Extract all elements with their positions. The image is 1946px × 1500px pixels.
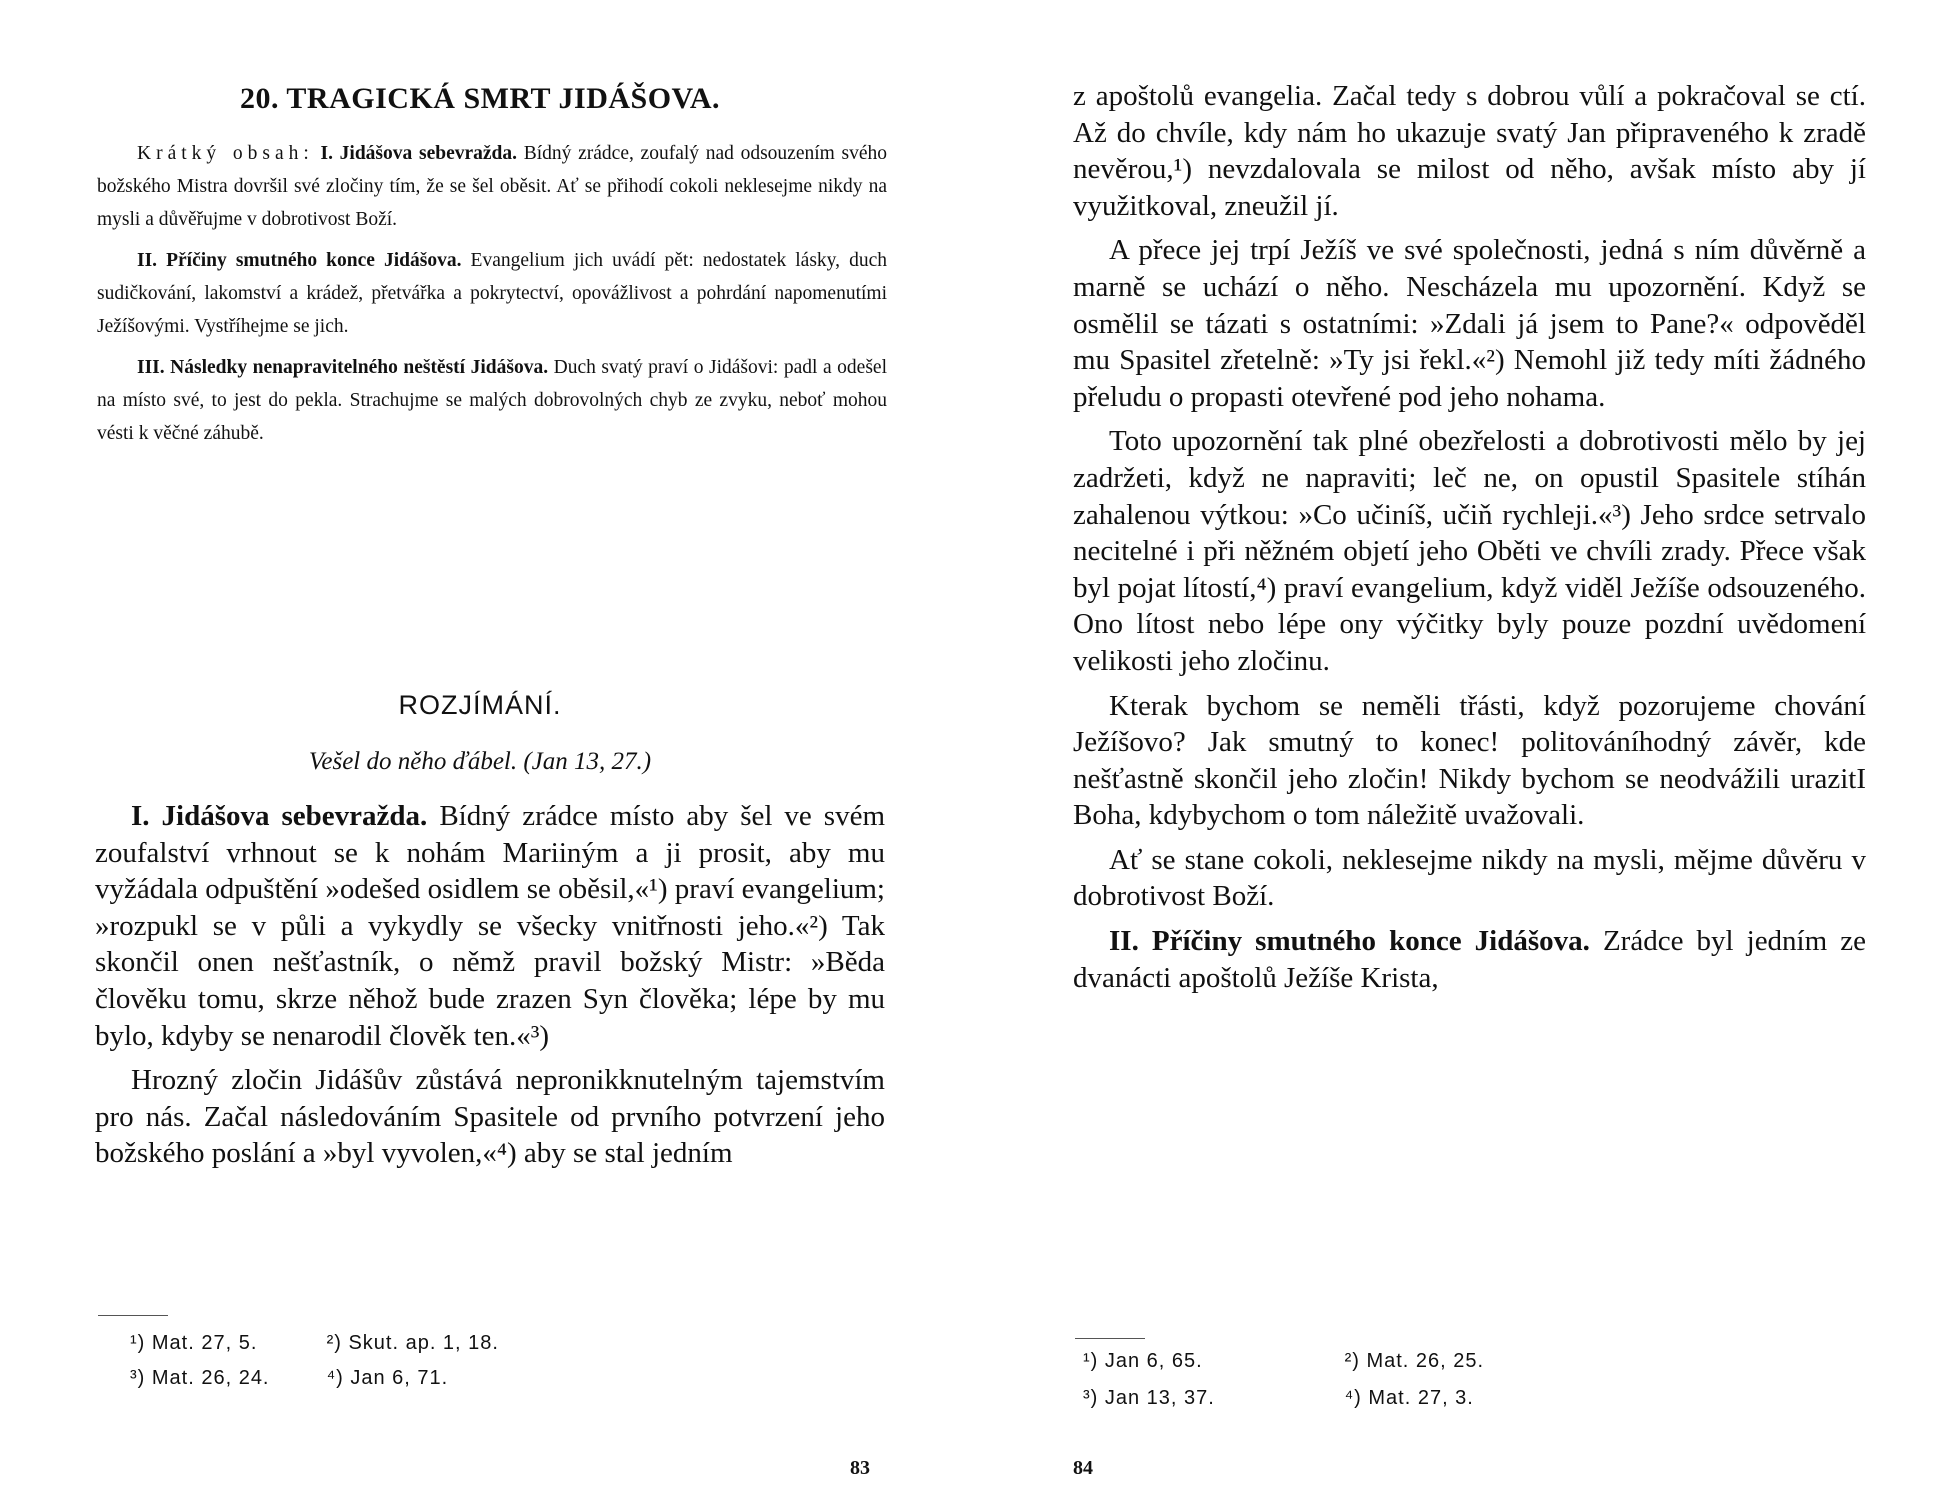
right-paragraph-4 [1073, 688, 1866, 834]
right-p2-text: A přece jej trpí Ježíš ve své společnosti, jedná s ním důvěrně a marně se uchází o něho. Nescházela mu upozornění. Když se osmělil se tázati s ostatními: »Zdali já jsem to Pane?« odpověděl mu Spasitel zřetelně: »Ty jsi řekl.«²) Nemohl již tedy míti žádného přeludu o propasti otevřené pod jeho nohama. [1073, 234, 1866, 413]
footnote-4: ⁴) Mat. 27, 3. [1344, 1387, 1474, 1409]
right-paragraph-1 [1073, 78, 1866, 224]
right-page [973, 0, 1946, 1500]
right-p5-text: Ať se stane cokoli, neklesejme nikdy na mysli, mějme důvěru v dobrotivost Boží. [1073, 843, 1866, 913]
right-p4-text: Kterak bychom se neměli třásti, když pozorujeme chování Ježíšovo? Jak smutný to konec! politováníhodný závěr, kde nešťastně skončil jeho zločin! Nikdy bychom se neodvážili urazitI Boha, kdybychom o tom náležitě uvažovali. [1073, 689, 1866, 832]
right-p3-text: Toto upozornění tak plné obezřelosti a dobrotivosti mělo by jej zadržeti, když ne napraviti; leč ne, on opustil Spasitele stíhán zahalenou výtkou: »Co učiníš, učiň rychleji.«³) Jeho srdce setrvalo necitelné i při něžném objetí jeho Oběti ve chvíli zrady. Přece však byl pojat lítostí,⁴) praví evangelium, když viděl Ježíše odsouzeného. Ono lítost nebo lépe ony výčitky byly pouze pozdní uvědomení velikosti jeho zločinu. [1073, 425, 1866, 677]
page-number: 83 [850, 1457, 870, 1479]
footnote-2: ²) Skut. ap. 1, 18. [326, 1332, 499, 1354]
footnotes-row-2 [1083, 1387, 1474, 1410]
left-p1-text: Bídný zrádce místo aby šel ve svém zoufalství vrhnout se k nohám Mariiným a ji prosit, aby mu vyžádala odpuštění »odešed osidlem se oběsil,«¹) praví evangelium; »rozpukl se v půli a vykydly se všecky vnitřnosti jeho.«²) Tak skončil onen nešťastník, o němž pravil božský Mistr: »Běda člověku tomu, skrze něhož bude zrazen Syn člověka; lépe by mu bylo, kdyby se nenarodil člověk ten.«³) [95, 800, 885, 1052]
footnotes-row-1 [1083, 1350, 1484, 1373]
right-p6-text: Zrádce byl jedním ze dvanácti apoštolů Ježíše Krista, [1073, 925, 1866, 994]
footnote-3: ³) Mat. 26, 24. [130, 1367, 270, 1389]
summary-p1-text: Bídný zrádce, zoufalý nad odsouzením svého božského Mistra dovršil své zločiny tím, že se šel oběsit. Ať se přihodí cokoli neklesejme nikdy na mysli a důvěřujme v dobrotivost Boží. [97, 143, 888, 230]
summary-p3-text: Duch svatý praví o Jidášovi: padl a odešel na místo své, to jest do pekla. Strachujme se malých dobrovolných chyb ze zvyku, neboť mohou vésti k věčné záhubě. [97, 357, 887, 444]
right-paragraph-5 [1073, 842, 1866, 915]
chapter-title: 20. TRAGICKÁ SMRT JIDÁŠOVA. [239, 82, 721, 115]
right-p1-text: z apoštolů evangelia. Začal tedy s dobrou vůlí a pokračoval se ctí. Až do chvíle, kdy nám ho ukazuje svatý Jan připraveného k zradě nevěrou,¹) nevzdalovala se milost od něho, avšak místo aby jí využitkoval, zneužil jí. [1073, 80, 1866, 222]
right-p6-heading: II. Příčiny smutného konce Jidášova. [1109, 925, 1590, 958]
summary-lead-label: Krátký obsah: [137, 143, 314, 164]
summary-p3-heading: III. Následky nenapravitelného neštěstí Jidášova. [137, 357, 549, 378]
footnote-1: ¹) Mat. 27, 5. [130, 1332, 258, 1354]
left-p2-text: Hrozný zločin Jidášův zůstává nepronikknutelným tajemstvím pro nás. Začal následováním Spasitele od prvního potvrzení jeho božského poslání a »byl vyvolen,«⁴) aby se stal jedním [95, 1064, 885, 1170]
footnote-3: ³) Jan 13, 37. [1083, 1387, 1215, 1409]
summary-p2-heading: II. Příčiny smutného konce Jidášova. [137, 250, 462, 271]
footnote-1: ¹) Jan 6, 65. [1083, 1350, 1203, 1372]
footnote-rule [98, 1315, 168, 1316]
chapter-summary [97, 137, 887, 458]
right-body-text [1073, 78, 1866, 1004]
summary-paragraph-1 [97, 137, 887, 236]
summary-paragraph-2 [97, 244, 887, 343]
left-p1-heading: I. Jidášova sebevražda. [131, 800, 428, 832]
footnotes-row-1 [130, 1332, 499, 1355]
section-title: ROZJÍMÁNÍ. [398, 690, 562, 720]
summary-p1-heading: I. Jidášova sebevražda. [320, 143, 518, 164]
left-paragraph-2 [95, 1062, 885, 1172]
summary-p2-text: Evangelium jich uvádí pět: nedostatek lásky, duch sudičkování, lakomství a krádež, přetvářka a pokrytectví, opovážlivost a pohrdání napomenutími Ježíšovými. Vystříhejme se jich. [97, 250, 888, 337]
page-number: 84 [1073, 1457, 1093, 1479]
footnote-rule [1075, 1338, 1145, 1339]
left-body-text [95, 798, 885, 1180]
footnote-4: ⁴) Jan 6, 71. [326, 1367, 449, 1389]
right-paragraph-6 [1073, 923, 1866, 996]
summary-paragraph-3 [97, 351, 887, 450]
footnotes-row-2 [130, 1367, 448, 1390]
right-paragraph-3 [1073, 423, 1866, 679]
footnote-2: ²) Mat. 26, 25. [1344, 1350, 1485, 1372]
left-paragraph-1 [95, 798, 885, 1054]
right-paragraph-2 [1073, 232, 1866, 415]
scripture-motto: Vešel do něho ďábel. (Jan 13, 27.) [308, 748, 652, 775]
